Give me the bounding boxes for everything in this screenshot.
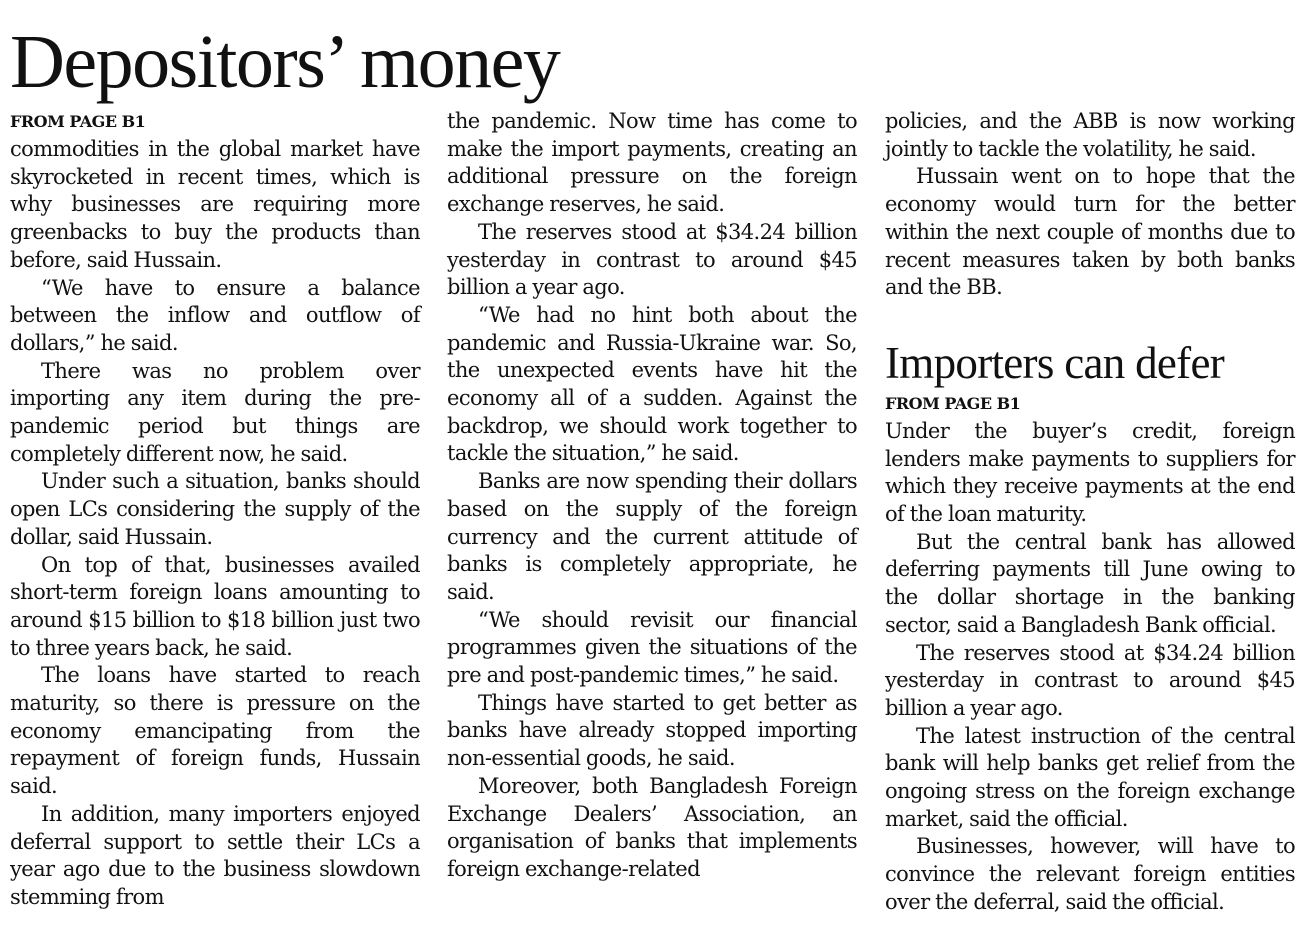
article-paragraph: The reserves stood at $34.24 billion yesterday in contrast to around $45 billion a year ago. xyxy=(885,640,1295,720)
article-column-3 xyxy=(885,108,1295,917)
continued-from-kicker: FROM PAGE B1 xyxy=(10,112,146,131)
article-paragraph: The loans have started to reach maturity, so there is pressure on the economy emancipating from the repayment of foreign funds, Hussain said. xyxy=(10,663,420,799)
article-paragraph: Under the buyer’s credit, foreign lenders make payments to suppliers for which they receive payments at the end of the loan maturity. xyxy=(885,418,1295,527)
article-paragraph: Hussain went on to hope that the economy would turn for the better within the next couple of months due to recent measures taken by both banks and the BB. xyxy=(885,164,1295,300)
article-paragraph: But the central bank has allowed deferring payments till June owing to the dollar shortage in the banking sector, said a Bangladesh Bank official. xyxy=(885,529,1295,637)
article-paragraph: Businesses, however, will have to convince the relevant foreign entities over the deferral, said the official. xyxy=(885,834,1295,914)
article-column-1 xyxy=(10,108,420,912)
article-paragraph: Banks are now spending their dollars based on the supply of the foreign currency and the current attitude of banks is completely appropriate, he said. xyxy=(447,469,857,604)
article-paragraph: The latest instruction of the central bank will help banks get relief from the ongoing stress on the foreign exchange market, said the official. xyxy=(885,723,1295,831)
second-story-headline: Importers can defer xyxy=(885,337,1225,388)
article-paragraph: On top of that, businesses availed short-term foreign loans amounting to around $15 billion to $18 billion just two to three years back, he said. xyxy=(10,552,420,660)
continued-from-kicker: FROM PAGE B1 xyxy=(885,393,1021,413)
article-paragraph-split-start: In addition, many importers enjoyed deferral support to settle their LCs a year ago due to the business slowdown stemming from xyxy=(10,801,420,909)
article-paragraph-split-start: Moreover, both Bangladesh Foreign Exchange Dealers’ Association, an organisation of banks that implements foreign exchange-related xyxy=(447,773,857,881)
article-column-2 xyxy=(447,108,857,884)
article-paragraph: commodities in the global market have skyrocketed in recent times, which is why businesses are requiring more greenbacks to buy the products than before, said Hussain. xyxy=(10,137,420,272)
main-headline: Depositors’ money xyxy=(10,20,560,104)
article-paragraph-split-end: the pandemic. Now time has come to make the import payments, creating an additional pressure on the foreign exchange reserves, he said. xyxy=(447,109,857,217)
article-paragraph: “We should revisit our financial programmes given the situations of the pre and post-pandemic times,” he said. xyxy=(447,607,857,688)
article-paragraph: “We had no hint both about the pandemic and Russia-Ukraine war. So, the unexpected events have hit the economy all of a sudden. Against the backdrop, we should work together to tackle the situation,” he said. xyxy=(447,302,857,466)
article-paragraph: The reserves stood at $34.24 billion yesterday in contrast to around $45 billion a year ago. xyxy=(447,219,857,300)
article-paragraph: Under such a situation, banks should open LCs considering the supply of the dollar, said Hussain. xyxy=(10,469,420,549)
article-paragraph: “We have to ensure a balance between the inflow and outflow of dollars,” he said. xyxy=(10,275,420,355)
article-paragraph-split-end: policies, and the ABB is now working jointly to tackle the volatility, he said. xyxy=(885,109,1295,161)
article-paragraph: Things have started to get better as banks have already stopped importing non-essential goods, he said. xyxy=(447,690,857,771)
article-paragraph: There was no problem over importing any item during the pre-pandemic period but things are completely different now, he said. xyxy=(10,358,420,466)
